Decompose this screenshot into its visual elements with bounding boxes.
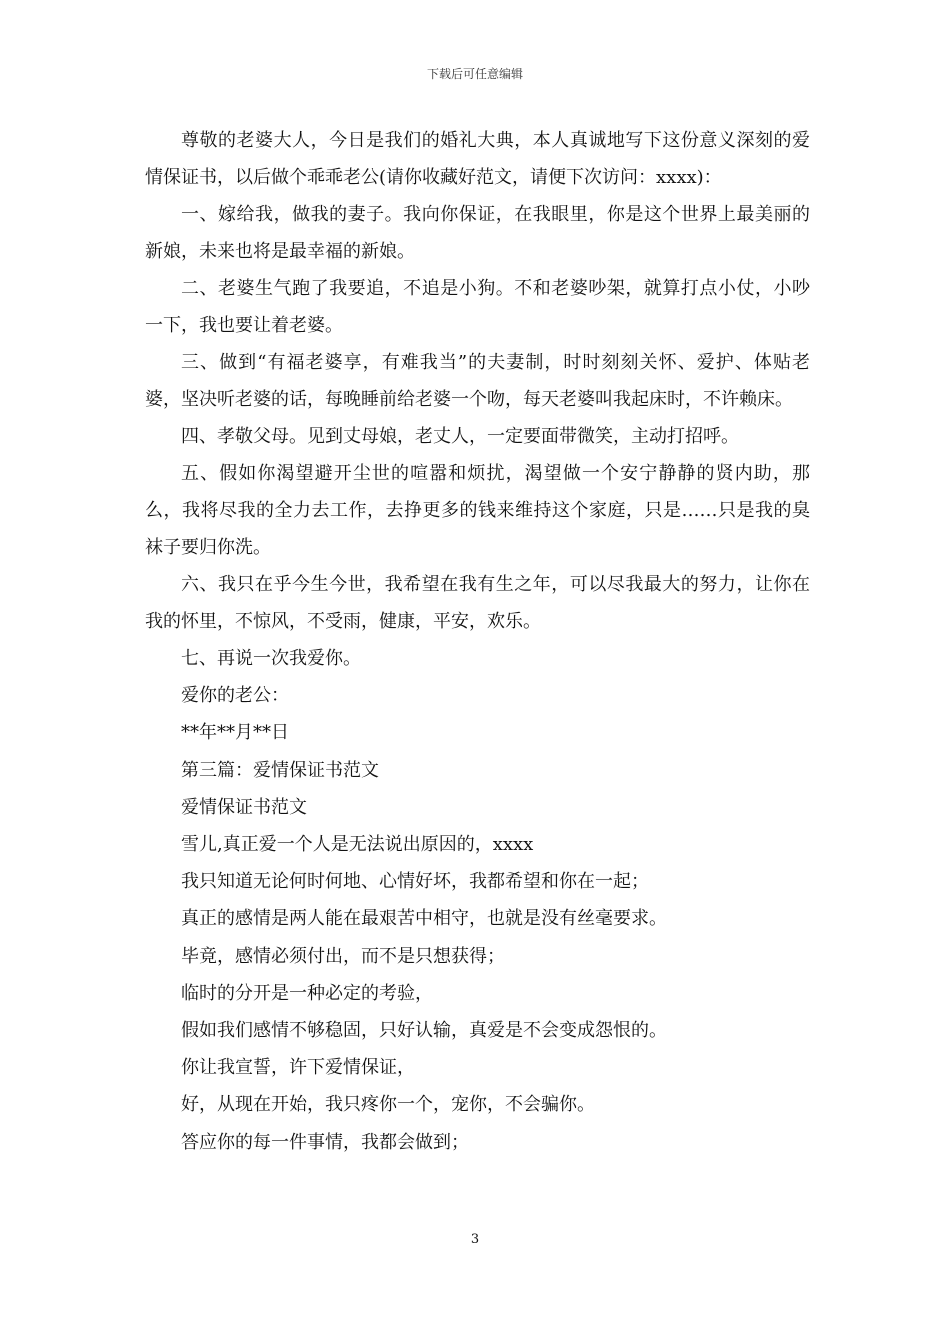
section-title: 爱情保证书范文 (181, 796, 307, 818)
verse-line: 雪儿,真正爱一个人是无法说出原因的，xxxx (181, 834, 534, 856)
verse-line: 好，从现在开始，我只疼你一个，宠你，不会骗你。 (181, 1094, 595, 1116)
document-body (145, 122, 810, 1161)
paragraph-item-1: 一、嫁给我，做我的妻子。我向你保证，在我眼里，你是这个世界上最美丽的新娘，未来也将是最幸福的新娘。 (145, 204, 810, 262)
page-number: 3 (470, 1232, 480, 1247)
verse-line: 假如我们感情不够稳固，只好认输，真爱是不会变成怨恨的。 (181, 1020, 667, 1042)
paragraph-item-5: 五、假如你渴望避开尘世的喧嚣和烦扰，渴望做一个安宁静静的贤内助，那么，我将尽我的全力去工作，去挣更多的钱来维持这个家庭，只是……只是我的臭袜子要归你洗。 (145, 463, 810, 558)
verse-line: 临时的分开是一种必定的考验， (181, 982, 433, 1004)
paragraph-intro: 尊敬的老婆大人，今日是我们的婚礼大典，本人真诚地写下这份意义深刻的爱情保证书，以后做个乖乖老公(请你收藏好范文，请便下次访问：xxxx)： (145, 130, 810, 188)
page-header: 下载后可任意编辑 (426, 67, 523, 81)
paragraph-item-4: 四、孝敬父母。见到丈母娘，老丈人，一定要面带微笑，主动打招呼。 (181, 426, 739, 447)
verse-line: 毕竟，感情必须付出，而不是只想获得； (181, 945, 505, 967)
line-item-7: 七、再说一次我爱你。 (181, 648, 361, 669)
verse-line: 真正的感情是两人能在最艰苦中相守，也就是没有丝毫要求。 (181, 908, 667, 930)
date-line: **年**月**日 (181, 722, 289, 744)
verse-line: 你让我宣誓，许下爱情保证， (181, 1057, 415, 1079)
verse-line: 我只知道无论何时何地、心情好坏，我都希望和你在一起； (181, 871, 649, 893)
paragraph-item-3: 三、做到“有福老婆享，有难我当”的夫妻制，时时刻刻关怀、爱护、体贴老婆，坚决听老婆的话，每晚睡前给老婆一个吻，每天老婆叫我起床时，不许赖床。 (145, 352, 810, 410)
signature-line: 爱你的老公： (181, 685, 289, 707)
paragraph-item-2: 二、老婆生气跑了我要追，不追是小狗。不和老婆吵架，就算打点小仗，小吵一下，我也要让着老婆。 (145, 278, 810, 336)
section-heading: 第三篇：爱情保证书范文 (181, 759, 379, 781)
paragraph-item-6: 六、我只在乎今生今世，我希望在我有生之年，可以尽我最大的努力，让你在我的怀里，不惊风，不受雨，健康，平安，欢乐。 (145, 574, 810, 632)
verse-line: 答应你的每一件事情，我都会做到； (181, 1131, 469, 1153)
